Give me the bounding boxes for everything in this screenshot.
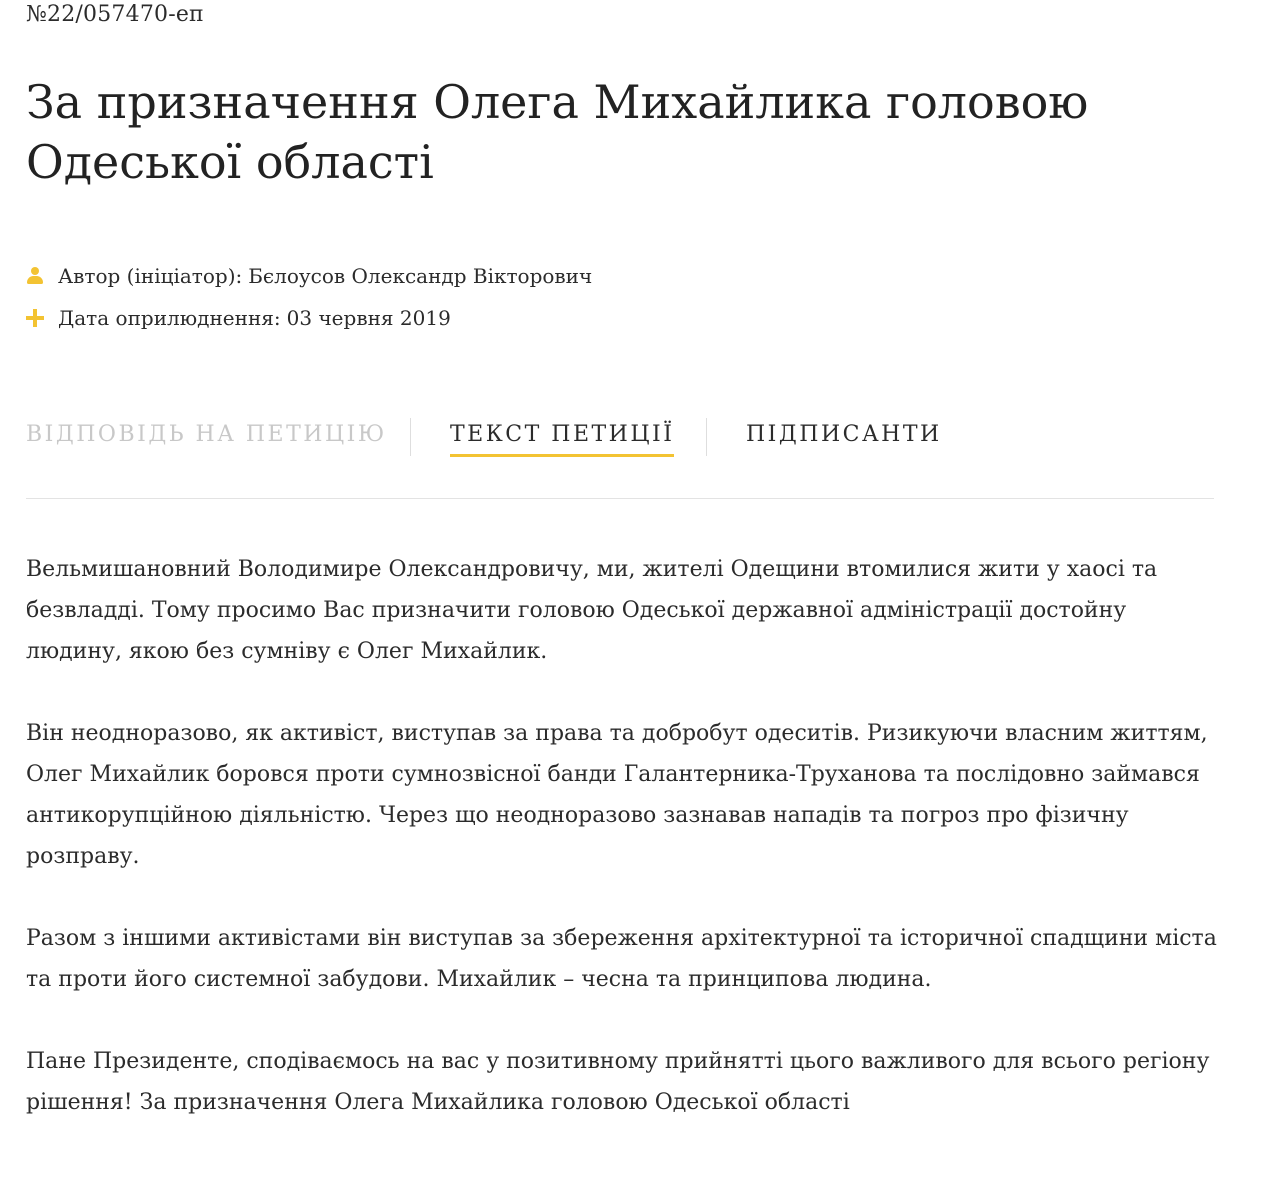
tab-response[interactable] xyxy=(26,418,387,458)
petition-paragraph: Пане Президенте, сподіваємось на вас у позитивному прийнятті цього важливого для всього регіону рішення! За призначення Олега Михайлика головою Одеської області xyxy=(26,1049,1210,1115)
tab-signers-label: ПІДПИСАНТИ xyxy=(746,422,942,447)
petition-number: №22/057470-еп xyxy=(26,2,204,27)
plus-icon xyxy=(26,309,44,327)
petition-paragraph: Разом з іншими активістами він виступав за збереження архітектурної та історичної спадщини міста та проти його системної забудови. Михайлик – чесна та принципова людина. xyxy=(26,926,1217,992)
page-title: За призначення Олега Михайлика головою Одеської області xyxy=(26,75,1089,189)
petition-paragraph: Він неодноразово, як активіст, виступав за права та добробут одеситів. Ризикуючи власним життям, Олег Михайлик боровся проти сумнозвісної банди Галантерника-Труханова та послідовно займався антикорупційною діяльністю. Через що неодноразово зазнавав нападів та погроз про фізичну розправу. xyxy=(26,721,1208,869)
date-meta xyxy=(26,303,1226,333)
petition-body xyxy=(26,549,1226,1164)
tab-separator xyxy=(410,418,411,456)
tab-petition-text-label: ТЕКСТ ПЕТИЦІЇ xyxy=(450,422,675,447)
user-icon xyxy=(26,267,44,285)
author-name: Бєлоусов Олександр Вікторович xyxy=(248,264,593,288)
publication-date: 03 червня 2019 xyxy=(286,306,451,330)
petition-paragraph: Вельмишановний Володимире Олександровичу, ми, жителі Одещини втомилися жити у хаосі та безвладді. Тому просимо Вас призначити головою Одеської державної адміністрації достойну людину, якою без сумніву є Олег Михайлик. xyxy=(26,557,1158,664)
author-label: Автор (ініціатор): xyxy=(58,264,243,288)
tab-signers[interactable] xyxy=(746,418,942,458)
tab-petition-text[interactable] xyxy=(450,418,674,458)
tabs-divider xyxy=(26,498,1214,499)
tab-separator xyxy=(706,418,707,456)
tab-response-label: ВІДПОВІДЬ НА ПЕТИЦІЮ xyxy=(26,422,387,447)
date-label: Дата оприлюднення: xyxy=(58,306,281,330)
active-tab-underline xyxy=(450,454,674,457)
author-meta xyxy=(26,261,1226,291)
tabs xyxy=(26,418,1214,458)
